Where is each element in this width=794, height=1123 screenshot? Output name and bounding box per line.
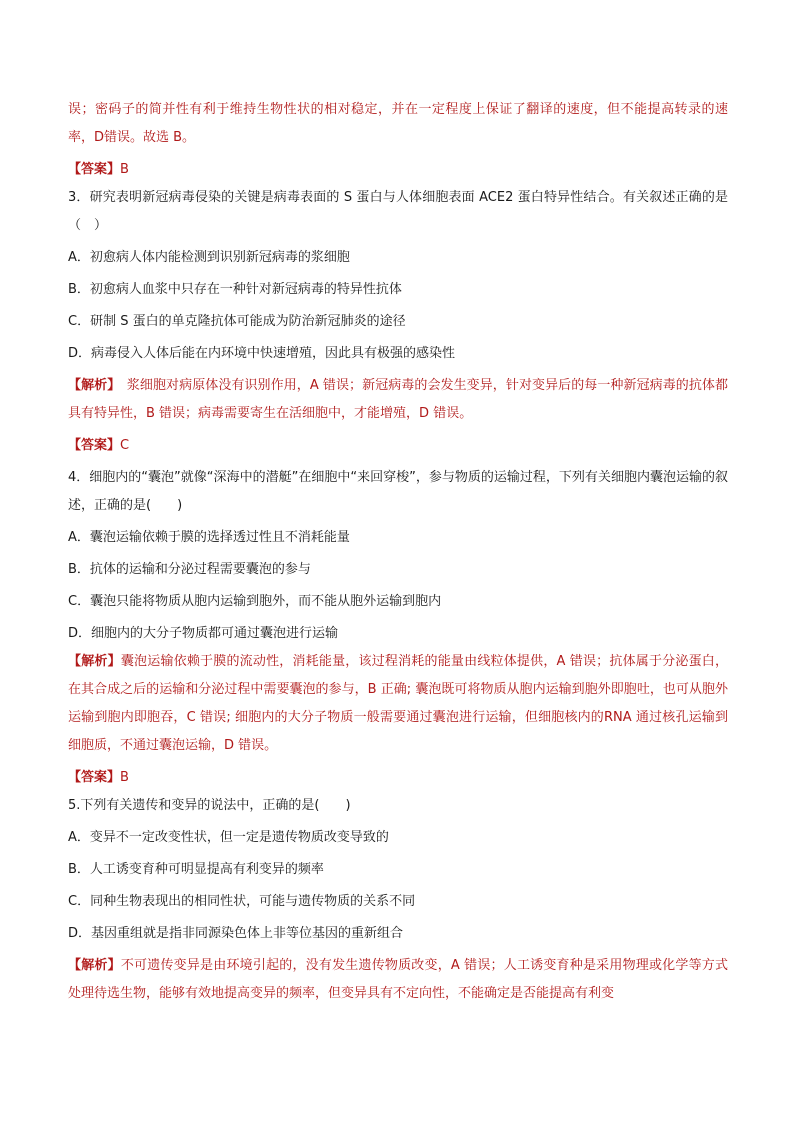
q4-option-b: B．抗体的运输和分泌过程需要囊泡的参与 (68, 562, 311, 577)
q5-analysis (68, 952, 728, 1008)
q4-answer-tag: 【答案】 (68, 770, 121, 785)
q2-answer-line (68, 156, 728, 184)
q3-stem: 3．研究表明新冠病毒侵染的关键是病毒表面的 S 蛋白与人体细胞表面 ACE2 蛋白特异性结合。有关叙述正确的是（ ） (68, 190, 728, 233)
q3-analysis-tag: 【解析】 (68, 378, 114, 393)
q3-analysis-text: 浆细胞对病原体没有识别作用，A 错误；新冠病毒的会发生变异，针对变异后的每一种新冠病毒的抗体都具有特异性，B 错误；病毒需要寄生在活细胞中，才能增殖，D 错误。 (68, 378, 728, 421)
q3-option-d: D．病毒侵入人体后能在内环境中快速增殖，因此具有极强的感染性 (68, 346, 456, 361)
q4-stem: 4．细胞内的“囊泡”就像“深海中的潜艇”在细胞中“来回穿梭”，参与物质的运输过程，下列有关细胞内囊泡运输的叙述，正确的是( ) (68, 470, 728, 513)
q5-option-b: B．人工诱变育种可明显提高有利变异的频率 (68, 862, 324, 877)
q5-analysis-text: 不可遗传变异是由环境引起的，没有发生遗传物质改变，A 错误；人工诱变育种是采用物理或化学等方式处理待选生物，能够有效地提高变异的频率，但变异具有不定向性，不能确定是否能提高有利变 (68, 958, 728, 1001)
q3-answer-line (68, 432, 728, 460)
q4-option-d: D．细胞内的大分子物质都可通过囊泡进行运输 (68, 626, 339, 641)
q4-analysis-tag: 【解析】 (68, 654, 121, 669)
q3-answer-tag: 【答案】 (68, 438, 121, 453)
q4-analysis (68, 648, 728, 760)
q4-answer: B (120, 770, 129, 785)
q5-option-c: C．同种生物表现出的相同性状，可能与遗传物质的关系不同 (68, 894, 416, 909)
q3-option-c: C．研制 S 蛋白的单克隆抗体可能成为防治新冠肺炎的途径 (68, 314, 406, 329)
q2-answer: B (120, 162, 129, 177)
q4-analysis-text: 囊泡运输依赖于膜的流动性，消耗能量，该过程消耗的能量由线粒体提供，A 错误；抗体属于分泌蛋白，在其合成之后的运输和分泌过程中需要囊泡的参与，B 正确; 囊泡既可将物质从胞内运输到胞外即胞吐，也可从胞外运输到胞内即胞吞，C 错误; 细胞内的大分子物质一般需要通过囊泡进行运输，但细胞核内的RNA 通过核孔运输到细胞质，不通过囊泡运输，D 错误。 (68, 654, 728, 753)
q5-option-d: D．基因重组就是指非同源染色体上非等位基因的重新组合 (68, 926, 404, 941)
q4-option-a: A．囊泡运输依赖于膜的选择透过性且不消耗能量 (68, 530, 350, 545)
q3-option-b: B．初愈病人血浆中只存在一种针对新冠病毒的特异性抗体 (68, 282, 402, 297)
q4-answer-line (68, 764, 728, 792)
document-page (68, 96, 728, 1008)
q5-stem: 5.下列有关遗传和变异的说法中，正确的是( ) (68, 798, 351, 813)
q2-explanation-tail: 误；密码子的简并性有利于维持生物性状的相对稳定，并在一定程度上保证了翻译的速度，但不能提高转录的速率，D错误。故选 B。 (68, 102, 728, 145)
q4-option-c: C．囊泡只能将物质从胞内运输到胞外，而不能从胞外运输到胞内 (68, 594, 442, 609)
q5-analysis-tag: 【解析】 (68, 958, 121, 973)
q3-answer: C (120, 438, 130, 453)
q3-analysis (68, 372, 728, 428)
q2-answer-tag: 【答案】 (68, 162, 121, 177)
q5-option-a: A．变异不一定改变性状，但一定是遗传物质改变导致的 (68, 830, 389, 845)
q3-option-a: A．初愈病人体内能检测到识别新冠病毒的浆细胞 (68, 250, 350, 265)
